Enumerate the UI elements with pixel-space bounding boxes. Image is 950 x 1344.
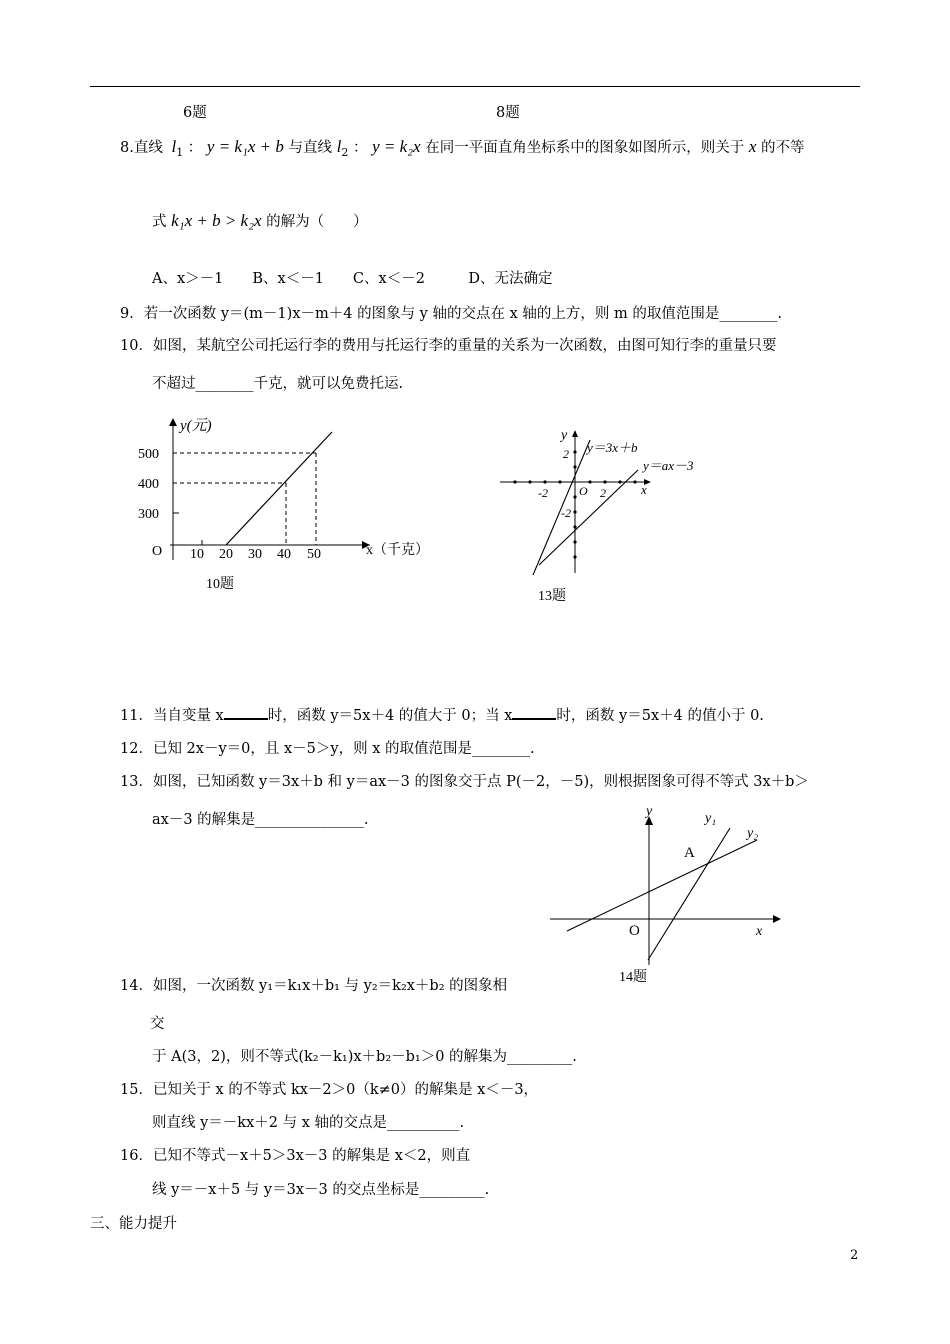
question-16-line1: 16．已知不等式－x＋5＞3x－3 的解集是 x＜2，则直 xyxy=(120,1148,471,1164)
figure-13-graph xyxy=(495,425,715,610)
question-16-line2: 线 y＝－x＋5 与 y＝3x－3 的交点坐标是_________. xyxy=(152,1182,490,1198)
question-12: 12．已知 2x－y＝0，且 x－5＞y，则 x 的取值范围是________. xyxy=(120,741,535,757)
question-14-line2: 交 xyxy=(150,1016,165,1032)
fig10-ylabel: y(元) xyxy=(180,418,212,434)
figure-label-6: 6题 xyxy=(183,105,207,121)
fig13-tick-xm2: -2 xyxy=(538,486,548,500)
q8-inequality: k₁x + b > k₂x xyxy=(171,211,262,230)
header-rule xyxy=(90,86,860,87)
fig14-ylabel: y xyxy=(646,804,653,819)
q8-text3: 在同一平面直角坐标系中的图象如图所示，则关于 xyxy=(425,140,745,156)
q8-text6: 的解为（ ） xyxy=(266,214,368,230)
fig10-xtick-50: 50 xyxy=(307,547,321,562)
fig14-caption: 14题 xyxy=(619,970,647,985)
q8-text2: 与直线 xyxy=(288,140,333,156)
question-9: 9．若一次函数 y＝(m－1)x－m＋4 的图象与 y 轴的交点在 x 轴的上方，则 m 的取值范围是________. xyxy=(120,306,782,322)
fig10-ytick-500: 500 xyxy=(138,447,159,462)
fig13-ylabel: y xyxy=(561,428,568,443)
q8-text4: 的不等 xyxy=(760,140,805,156)
q8-eq1: y = k₁x + b xyxy=(206,137,284,156)
fig10-origin: O xyxy=(152,544,163,559)
q8-text5: 式 xyxy=(152,214,167,230)
figure-14-graph xyxy=(545,800,795,990)
question-10-line1: 10．如图，某航空公司托运行李的费用与托运行李的重量的关系为一次函数，由图可知行李的重量只要 xyxy=(120,338,777,354)
q8-colon1: ： xyxy=(187,140,203,156)
fig10-xtick-10: 10 xyxy=(190,547,204,562)
q8-eq2: y = k₂x xyxy=(372,137,421,156)
fig14-point-a: A xyxy=(684,845,695,861)
fig14-label-y2: y₂ xyxy=(747,826,759,841)
question-13-line1: 13．如图，已知函数 y＝3x＋b 和 y＝ax－3 的图象交于点 P(－2，－5)，则根据图象可得不等式 3x＋b＞ xyxy=(120,774,809,790)
q11-part-c: 时，函数 y＝5x＋4 的值小于 0. xyxy=(556,708,764,724)
page-number: 2 xyxy=(850,1248,859,1263)
question-8-line2 xyxy=(152,210,368,231)
question-15-line1: 15．已知关于 x 的不等式 kx－2＞0（k≠0）的解集是 x＜－3， xyxy=(120,1082,539,1098)
fig10-caption: 10题 xyxy=(206,577,234,592)
q8-l2: l xyxy=(336,137,342,156)
fig10-xtick-40: 40 xyxy=(277,547,291,562)
fig13-line-ax-minus-3 xyxy=(539,470,638,565)
fig10-ytick-400: 400 xyxy=(138,477,159,492)
question-13-line2: ax－3 的解集是_______________. xyxy=(152,812,369,828)
question-11 xyxy=(120,704,764,725)
fig13-y-arrow xyxy=(572,430,578,437)
q8-text1: 直线 xyxy=(133,140,163,156)
fig10-xtick-30: 30 xyxy=(248,547,262,562)
fig14-origin: O xyxy=(629,923,640,939)
question-15-line2: 则直线 y＝－kx＋2 与 x 轴的交点是__________. xyxy=(152,1115,465,1131)
q8-options: A、x＞－1 B、x＜－1 C、x＜－2 D、无法确定 xyxy=(152,271,553,287)
q8-xvar: x xyxy=(748,137,757,156)
question-14-line1: 14．如图，一次函数 y₁＝k₁x＋b₁ 与 y₂＝k₂x＋b₂ 的图象相 xyxy=(120,978,508,994)
question-14-line3: 于 A(3，2)，则不等式(k₂－k₁)x＋b₂－b₁＞0 的解集为_________. xyxy=(152,1049,577,1065)
fig13-tick-x2: 2 xyxy=(600,486,606,500)
fig13-label-line2: y＝ax－3 xyxy=(643,458,694,473)
fig10-ytick-300: 300 xyxy=(138,507,159,522)
fig14-x-arrow xyxy=(773,915,781,923)
q11-blank-2[interactable] xyxy=(512,704,556,720)
question-10-line2: 不超过________千克，就可以免费托运. xyxy=(152,376,404,392)
fig14-label-y1: y₁ xyxy=(705,811,717,826)
fig10-y-arrow xyxy=(169,418,177,426)
q8-colon2: ： xyxy=(352,140,368,156)
fig13-caption: 13题 xyxy=(538,589,566,604)
q8-number: 8. xyxy=(120,140,134,156)
fig13-label-line1: y＝3x＋b xyxy=(587,440,638,455)
q11-part-b: 时，函数 y＝5x＋4 的值大于 0；当 x xyxy=(267,708,513,724)
q8-l1: l xyxy=(171,137,177,156)
figure-10-graph xyxy=(130,410,450,600)
fig13-tick-ym2: -2 xyxy=(561,506,571,520)
fig13-tick-y2: 2 xyxy=(563,447,569,461)
fig14-line-y2 xyxy=(567,840,757,931)
section-3-title: 三、能力提升 xyxy=(90,1216,177,1232)
fig10-xtick-20: 20 xyxy=(219,547,233,562)
q11-part-a: 11．当自变量 x xyxy=(120,708,224,724)
q8-l1-sub: 1 xyxy=(176,145,184,159)
fig13-origin: O xyxy=(579,484,588,498)
q8-l2-sub: 2 xyxy=(341,145,349,159)
figure-label-8: 8题 xyxy=(496,105,520,121)
question-8-line1 xyxy=(120,136,804,159)
fig13-xlabel: x xyxy=(641,482,647,497)
fig10-xlabel: x（千克） xyxy=(366,543,429,558)
fig14-xlabel: x xyxy=(756,924,763,939)
q11-blank-1[interactable] xyxy=(224,704,268,720)
